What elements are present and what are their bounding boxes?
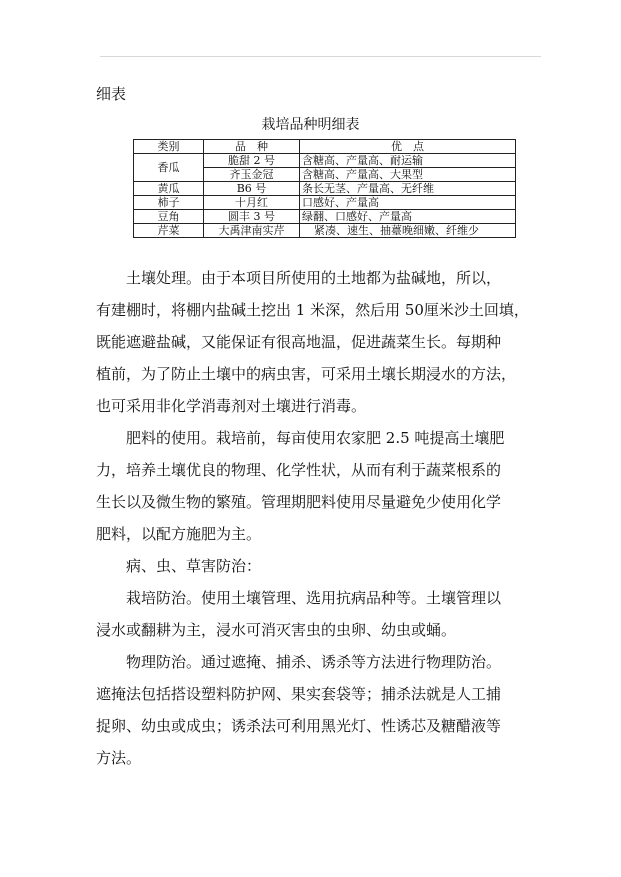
variety-cell: 大禹津南实芹	[204, 224, 300, 238]
text-line: 既能遮避盐碱，又能保证有很高地温，促进蔬菜生长。每期种	[96, 333, 502, 351]
paragraph-physical-control	[96, 646, 541, 774]
text-line: 有建棚时，将棚内盐碱土挖出 1 米深，然后用 50厘米沙土回填，	[96, 301, 529, 319]
column-header-category: 类别	[134, 140, 204, 154]
text-line: 力，培养土壤优良的物理、化学性状，从而有利于蔬菜根系的	[96, 461, 502, 479]
varieties-table	[133, 139, 516, 238]
advantages-cell: 口感好、产量高	[300, 196, 516, 210]
category-cell: 芹菜	[134, 224, 204, 238]
variety-cell: 脆甜 2 号	[204, 154, 300, 168]
advantages-cell: 含糖高、产量高、大果型	[300, 168, 516, 182]
section-heading: 细表	[96, 85, 127, 103]
variety-cell: 十月红	[204, 196, 300, 210]
column-header-variety: 品 种	[204, 140, 300, 154]
text-line: 遮掩法包括搭设塑料防护网、果实套袋等；捕杀法就是人工捕	[96, 685, 502, 703]
variety-cell: B6 号	[204, 182, 300, 196]
text-line: 也可采用非化学消毒剂对土壤进行消毒。	[96, 397, 367, 415]
text-line: 肥料的使用。栽培前，每亩使用农家肥 2.5 吨提高土壤肥	[126, 429, 505, 447]
category-cell: 豆角	[134, 210, 204, 224]
category-cell: 柿子	[134, 196, 204, 210]
advantages-cell: 绿翻、口感好、产量高	[300, 210, 516, 224]
text-line: 捉卵、幼虫或成虫；诱杀法可利用黑光灯、性诱芯及糖醋液等	[96, 717, 502, 735]
text-line: 物理防治。通过遮掩、捕杀、诱杀等方法进行物理防治。	[126, 653, 502, 671]
advantages-cell: 条长无茎、产量高、无纤维	[300, 182, 516, 196]
table-row	[134, 224, 516, 238]
paragraph-soil-treatment	[96, 262, 541, 422]
text-line: 植前，为了防止土壤中的病虫害，可采用土壤长期浸水的方法，	[96, 365, 517, 383]
text-line: 病、虫、草害防治：	[126, 557, 262, 575]
text-line: 生长以及微生物的繁殖。管理期肥料使用尽量避免少使用化学	[96, 493, 502, 511]
text-line: 方法。	[96, 749, 142, 767]
paragraph-cultivation-control	[96, 582, 541, 646]
advantages-cell: 紧凑、速生、抽薹晚细嫩、纤维少	[300, 224, 516, 238]
paragraph-pest-control-heading	[96, 550, 541, 582]
category-cell: 黄瓜	[134, 182, 204, 196]
table-row	[134, 154, 516, 168]
table-row	[134, 210, 516, 224]
table-header-row	[134, 140, 516, 154]
variety-cell: 圆丰 3 号	[204, 210, 300, 224]
header-rule	[100, 56, 541, 57]
text-line: 肥料，以配方施肥为主。	[96, 525, 262, 543]
advantages-cell: 含糖高、产量高、耐运输	[300, 154, 516, 168]
body-text	[96, 262, 541, 774]
column-header-advantages: 优 点	[300, 140, 516, 154]
paragraph-fertilizer	[96, 422, 541, 550]
variety-cell: 齐玉金冠	[204, 168, 300, 182]
text-line: 栽培防治。使用土壤管理、选用抗病品种等。土壤管理以	[126, 589, 502, 607]
table-title: 栽培品种明细表	[261, 117, 360, 133]
table-row	[134, 182, 516, 196]
text-line: 浸水或翻耕为主，浸水可消灭害虫的虫卵、幼虫或蛹。	[96, 621, 457, 639]
category-cell: 香瓜	[134, 154, 204, 182]
text-line: 土壤处理。由于本项目所使用的土地都为盐碱地，所以，	[126, 269, 502, 287]
table-row	[134, 196, 516, 210]
